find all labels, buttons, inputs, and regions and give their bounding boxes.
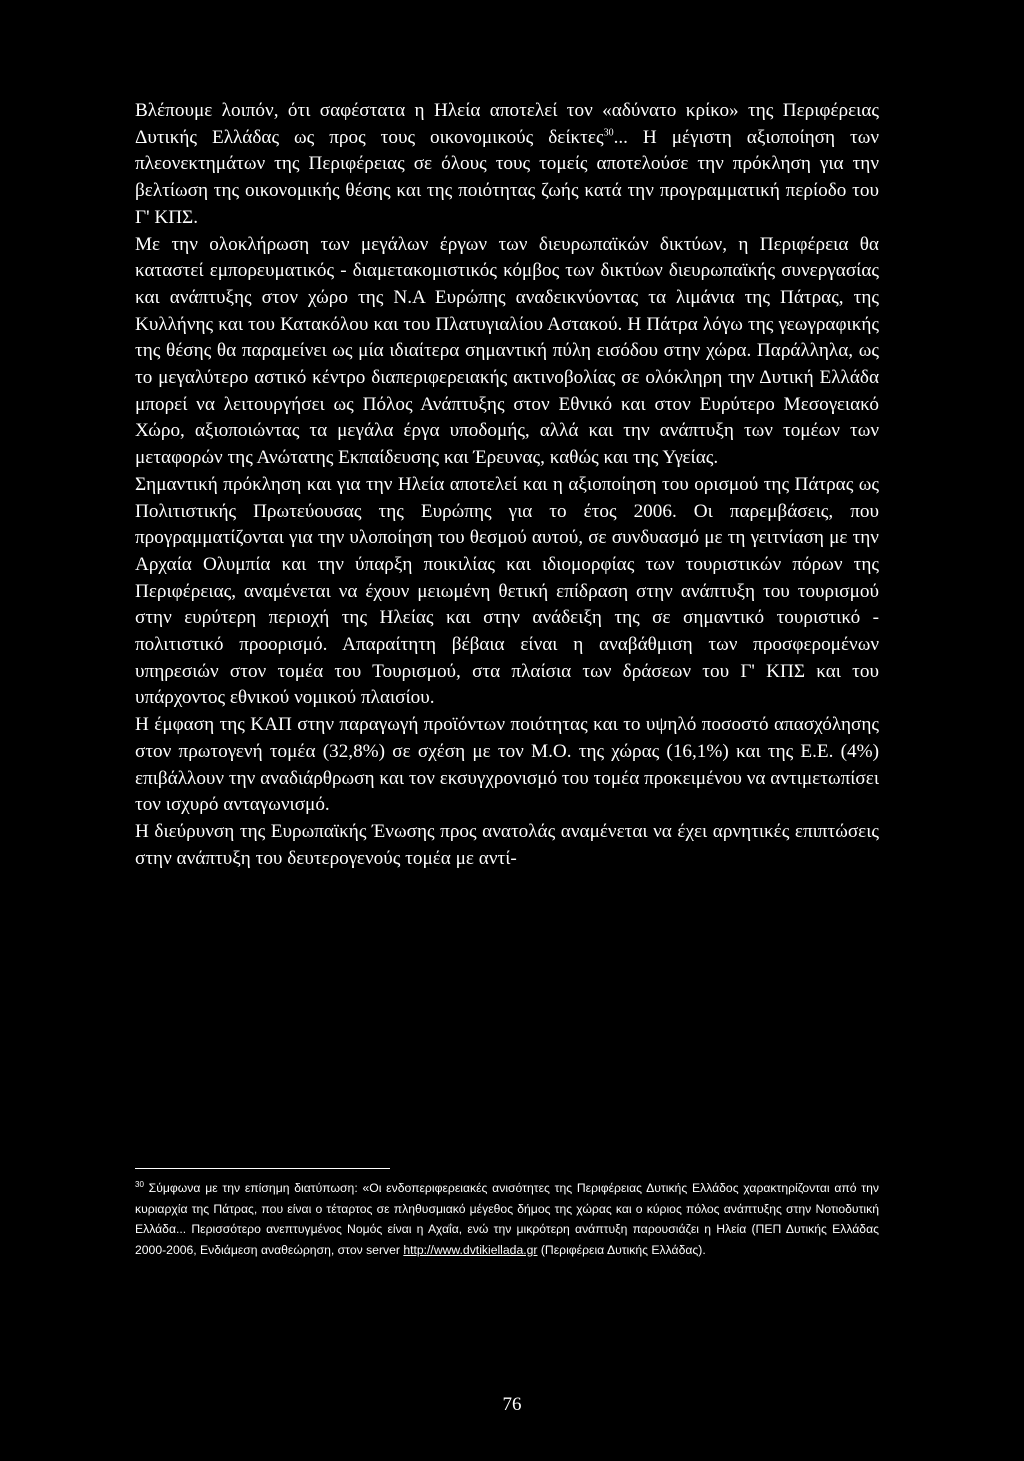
- paragraph-2: Με την ολοκλήρωση των μεγάλων έργων των διευρωπαϊκών δικτύων, η Περιφέρεια θα καταστεί εμπορευματικός - διαμετακομιστικός κόμβος των δικτύων διευρωπαϊκής συνεργασίας και ανάπτυξης στον χώρο της Ν.Α Ευρώπης αναδεικνύοντας τα λιμάνια της Πάτρας, της Κυλλήνης και του Κατακόλου και του Πλατυγιαλίου Αστακού. Η Πάτρα λόγω της γεωγραφικής της θέσης θα παραμείνει ως μία ιδιαίτερα σημαντική πύλη εισόδου στην χώρα. Παράλληλα, ως το μεγαλύτερο αστικό κέντρο διαπεριφερειακής ακτινοβολίας σε ολόκληρη την Δυτική Ελλάδα μπορεί να λειτουργήσει ως Πόλος Ανάπτυξης στον Εθνικό και στον Ευρύτερο Μεσογειακό Χώρο, αξιοποιώντας τα μεγάλα έργα υποδομής, αλλά και την ανάπτυξη των τομέων των μεταφορών της Ανώτατης Εκπαίδευσης και Έρευνας, καθώς και της Υγείας.: [135, 233, 879, 469]
- footnote-text-before-link: Σύμφωνα με την επίσημη διατύπωση: «Οι ενδοπεριφερειακές ανισότητες της Περιφέρειας Δυτικής Ελλάδος χαρακτηρίζονται από την κυριαρχία της Πάτρας, που είναι ο τέταρτος σε πληθυσμιακό μέγεθος δήμος της χώρας και ο κύριος πόλος ανάπτυξης στην Νοτιοδυτική Ελλάδα... Περισσότερο ανεπτυγμένος Νομός είναι η Αχαΐα, ενώ την μικρότερη ανάπτυξη παρουσιάζει η Ηλεία (ΠΕΠ Δυτικής Ελλάδας 2000-2006, Ενδιάμεση αναθεώρηση, στον server: [135, 1181, 879, 1257]
- paragraph-5: Η διεύρυνση της Ευρωπαϊκής Ένωσης προς ανατολάς αναμένεται να έχει αρνητικές επιπτώσεις στην ανάπτυξη του δευτερογενούς τομέα με αντί-: [135, 820, 879, 869]
- footnote-reference: 30: [603, 127, 614, 139]
- footnote-text-after-link: (Περιφέρεια Δυτικής Ελλάδας).: [537, 1242, 706, 1257]
- paragraph-4: Η έμφαση της ΚΑΠ στην παραγωγή προϊόντων ποιότητας και το υψηλό ποσοστό απασχόλησης στον πρωτογενή τομέα (32,8%) σε σχέση με τον Μ.Ο. της χώρας (16,1%) και της Ε.Ε. (4%) επιβάλλουν την αναδιάρθρωση και τον εκσυγχρονισμό του τομέα προκειμένου να αντιμετωπίσει τον ισχυρό ανταγωνισμό.: [135, 714, 879, 816]
- paragraph-3: Σημαντική πρόκληση και για την Ηλεία αποτελεί και η αξιοποίηση του ορισμού της Πάτρας ως Πολιτιστικής Πρωτεύουσας της Ευρώπης για το έτος 2006. Οι παρεμβάσεις, που προγραμματίζονται για την υλοποίηση του θεσμού αυτού, σε συνδυασμό με τη γειτνίαση με την Αρχαία Ολυμπία και την ύπαρξη ποικιλίας και ιδιομορφίας των τουριστικών πόρων της Περιφέρειας, αναμένεται να έχουν μειωμένη θετική επίδραση στην ανάπτυξη του τουρισμού στην ευρύτερη περιοχή της Ηλείας και στην ανάδειξη της σε σημαντικό τουριστικό - πολιτιστικό προορισμό. Απαραίτητη βέβαια είναι η αναβάθμιση των προσφερομένων υπηρεσιών στον τομέα του Τουρισμού, στα πλαίσια των δράσεων του Γ' ΚΠΣ και του υπάρχοντος εθνικού νομικού πλαισίου.: [135, 473, 879, 709]
- paragraph-1-after: ... Η μέγιστη αξιοποίηση των πλεονεκτημάτων της Περιφέρειας σε όλους τους τομείς αποτελούσε την πρόκληση για την βελτίωση της οικονομικής θέσης και της ποιότητας ζωής κατά την προγραμματική περίοδο του Γ' ΚΠΣ.: [135, 126, 880, 228]
- footnote-link[interactable]: http://www.dvtikiellada.gr: [403, 1242, 538, 1257]
- paragraph-1: [135, 98, 879, 232]
- page-number: 76: [502, 1394, 522, 1415]
- body-text: [135, 98, 879, 872]
- footnote-divider: [135, 1168, 390, 1169]
- paragraph-1-before: Βλέπουμε λοιπόν, ότι σαφέστατα η Ηλεία αποτελεί τον «αδύνατο κρίκο» της Περιφέρειας Δυτικής Ελλάδας ως προς τους οικονομικούς δείκτες: [135, 100, 879, 148]
- footnote: [135, 1178, 879, 1260]
- footnote-mark: 30: [135, 1179, 144, 1189]
